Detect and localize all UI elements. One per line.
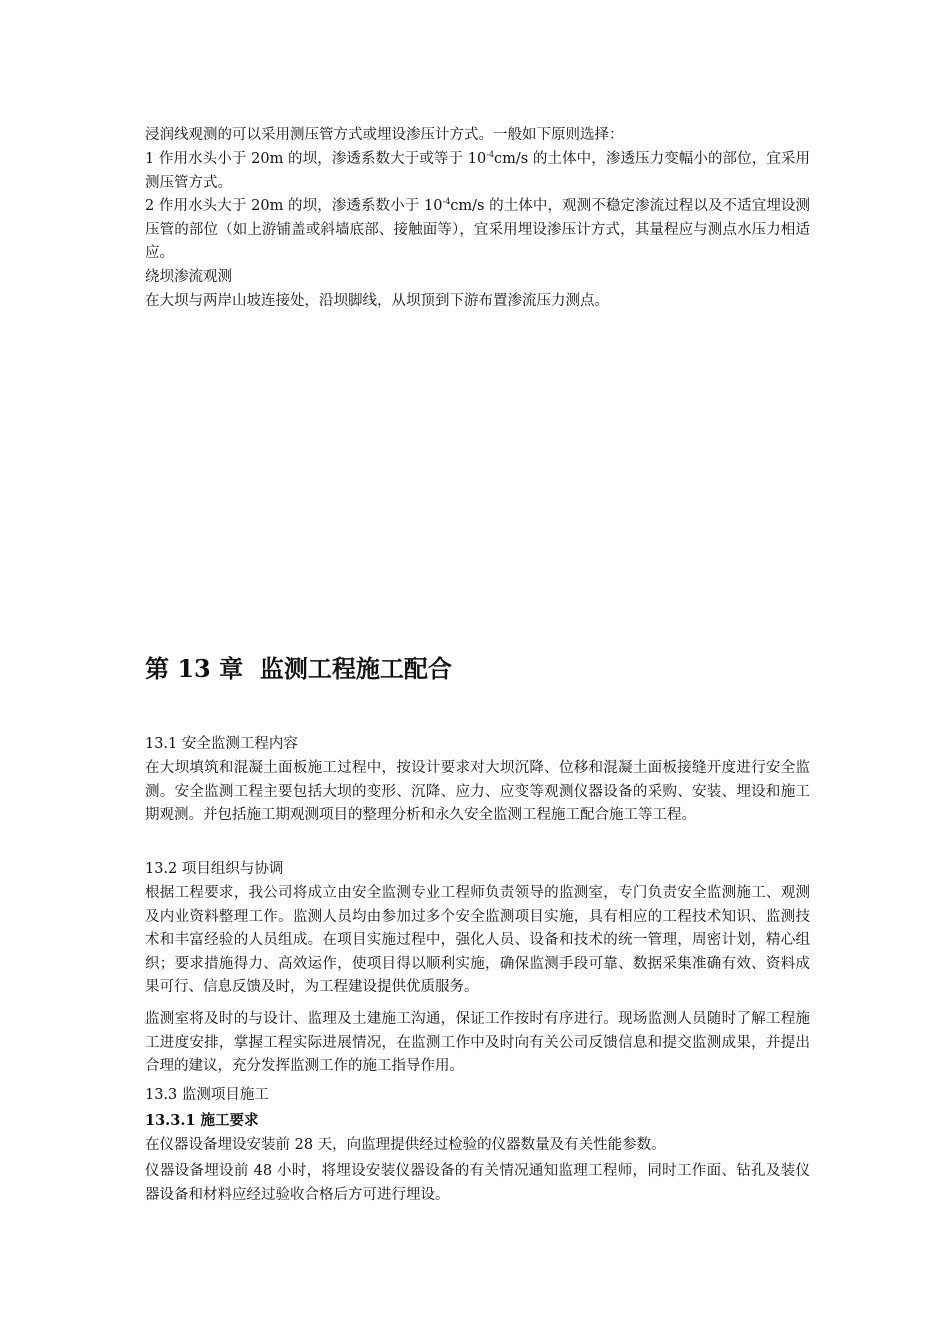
rule-2-exponent: -4 bbox=[442, 197, 451, 206]
section-13-2-heading: 13.2 项目组织与协调 bbox=[145, 861, 284, 877]
rule-2-text-a: 2 作用水头大于 20m 的坝，渗透系数小于 10 bbox=[145, 198, 443, 214]
section-13-1-body: 在大坝填筑和混凝土面板施工过程中，按设计要求对大坝沉降、位移和混凝土面板接缝开度进行安全监测。安全监测工程主要包括大坝的变形、沉降、应力、应变等观测仪器设备的采购、安装、埋设和施工期观测。并包括施工期观测项目的整理分析和永久安全监测工程施工配合施工等工程。 bbox=[145, 760, 810, 824]
paragraph-dam-bypass-body: 在大坝与两岸山坡连接处，沿坝脚线，从坝顶到下游布置渗流压力测点。 bbox=[145, 293, 609, 309]
section-13-3-heading: 13.3 监测项目施工 bbox=[145, 1087, 269, 1103]
paragraph-rule-2 bbox=[145, 195, 810, 266]
paragraph-rule-1 bbox=[145, 148, 810, 195]
rule-1-text-b: cm/s 的土体中，渗透压力变幅小的部位，宜采用测压管方式。 bbox=[145, 151, 810, 191]
paragraph-seepage-methods: 浸润线观测的可以采用测压管方式或埋设渗压计方式。一般如下原则选择： bbox=[145, 127, 624, 143]
rule-1-exponent: -4 bbox=[486, 150, 495, 159]
section-13-3-1-body-1: 在仪器设备埋设安装前 28 天，向监理提供经过检验的仪器数量及有关性能参数。 bbox=[145, 1137, 666, 1153]
section-13-3-1-body-2: 仪器设备埋设前 48 小时，将埋设安装仪器设备的有关情况通知监理工程师，同时工作面、钻孔及装仪器设备和材料应经过验收合格后方可进行埋设。 bbox=[145, 1163, 810, 1203]
rule-1-text-a: 1 作用水头小于 20m 的坝，渗透系数大于或等于 10 bbox=[145, 151, 487, 167]
section-13-3-1-heading: 13.3.1 施工要求 bbox=[145, 1112, 259, 1129]
section-13-2-body-1: 根据工程要求，我公司将成立由安全监测专业工程师负责领导的监测室，专门负责安全监测施工、观测及内业资料整理工作。监测人员均由参加过多个安全监测项目实施，具有相应的工程技术知识、监测技术和丰富经验的人员组成。在项目实施过程中，强化人员、设备和技术的统一管理，周密计划，精心组织；要求措施得力、高效运作，使项目得以顺利实施，确保监测手段可靠、数据采集准确有效、资料成果可行、信息反馈及时，为工程建设提供优质服务。 bbox=[145, 885, 810, 996]
section-13-2-body-2: 监测室将及时的与设计、监理及土建施工沟通，保证工作按时有序进行。现场监测人员随时了解工程施工进度安排，掌握工程实际进展情况，在监测工作中及时向有关公司反馈信息和提交监测成果，并提出合理的建议，充分发挥监测工作的施工指导作用。 bbox=[145, 1011, 810, 1075]
paragraph-dam-bypass-heading: 绕坝渗流观测 bbox=[145, 269, 232, 285]
chapter-title: 第 13 章 监测工程施工配合 bbox=[145, 654, 452, 683]
rule-2-text-b: cm/s 的土体中，观测不稳定渗流过程以及不适宜埋设测压管的部位（如上游铺盖或斜墙底部、接触面等），宜采用埋设渗压计方式，其量程应与测点水压力相适应。 bbox=[145, 198, 811, 262]
section-13-1-heading: 13.1 安全监测工程内容 bbox=[145, 736, 298, 752]
